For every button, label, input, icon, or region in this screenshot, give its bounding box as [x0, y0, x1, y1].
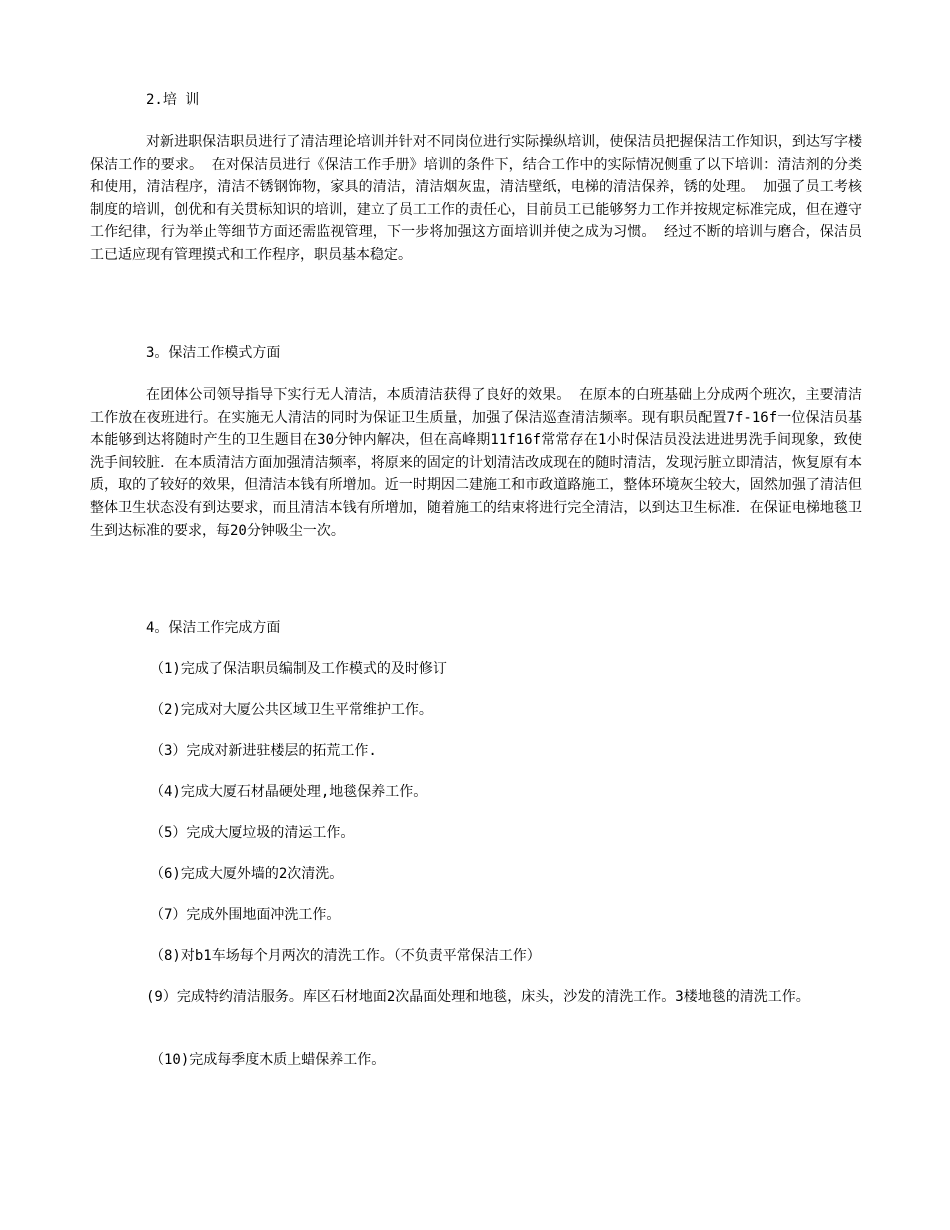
- list-item: （8)对b1车场每个月两次的清洗工作。（不负责平常保洁工作）: [150, 948, 541, 964]
- list-item: （3）完成对新进驻楼层的拓荒工作.: [150, 743, 377, 759]
- list-item: （1)完成了保洁职员编制及工作模式的及时修订: [150, 661, 447, 677]
- list-item: （7）完成外围地面冲洗工作。: [150, 907, 341, 923]
- list-item: （4)完成大厦石材晶硬处理,地毯保养工作。: [150, 784, 428, 800]
- list-item: （5）完成大厦垃圾的清运工作。: [150, 825, 355, 841]
- list-item: (9）完成特约清洁服务。库区石材地面2次晶面处理和地毯，床头，沙发的清洗工作。3楼地毯的清洗工作。: [146, 989, 810, 1005]
- section-heading-completion: 4。保洁工作完成方面: [146, 620, 281, 636]
- section-body-mode: 在团体公司领导指导下实行无人清洁，本质清洁获得了良好的效果。 在原本的白班基础上分成两个班次，主要清洁工作放在夜班进行。在实施无人清洁的同时为保证卫生质量，加强了保洁巡查清洁频率。现有职员配置7f-16f一位保洁员基本能够到达将随时产生的卫生题目在30分钟内解决，但在高峰期11f16f常常存在1小时保洁员没法进进男洗手间现象，致使洗手间较脏．在本质清洁方面加强清洁频率，将原来的固定的计划清洁改成现在的随时清洁，发现污脏立即清洁，恢复原有本质，取的了较好的效果，但清洁本钱有所增加。近一时期因二建施工和市政道路施工，整体环境灰尘较大，固然加强了清洁但整体卫生状态没有到达要求，而且清洁本钱有所增加，随着施工的结束将进行完全清洁，以到达卫生标准．在保证电梯地毯卫生到达标准的要求，每20分钟吸尘一次。: [90, 387, 862, 539]
- list-item: （2)完成对大厦公共区域卫生平常维护工作。: [150, 702, 433, 718]
- list-item: （10)完成每季度木质上蜡保养工作。: [150, 1052, 386, 1068]
- section-heading-mode: 3。保洁工作模式方面: [146, 345, 281, 361]
- list-item: （6)完成大厦外墙的2次清洗。: [150, 866, 344, 882]
- section-body-training: 对新进职保洁职员进行了清洁理论培训并针对不同岗位进行实际操纵培训，使保洁员把握保洁工作知识，到达写字楼保洁工作的要求。 在对保洁员进行《保洁工作手册》培训的条件下，结合工作中的实际情况侧重了以下培训：清洁剂的分类和使用，清洁程序，清洁不锈钢饰物，家具的清洁，清洁烟灰盅，清洁壁纸，电梯的清洁保养，锈的处理。 加强了员工考核制度的培训，创优和有关贯标知识的培训，建立了员工工作的责任心，目前员工已能够努力工作并按规定标准完成，但在遵守工作纪律，行为举止等细节方面还需监视管理，下一步将加强这方面培训并使之成为习惯。 经过不断的培训与磨合，保洁员工已适应现有管理摸式和工作程序，职员基本稳定。: [90, 134, 862, 263]
- section-heading-training: 2.培 训: [146, 92, 200, 108]
